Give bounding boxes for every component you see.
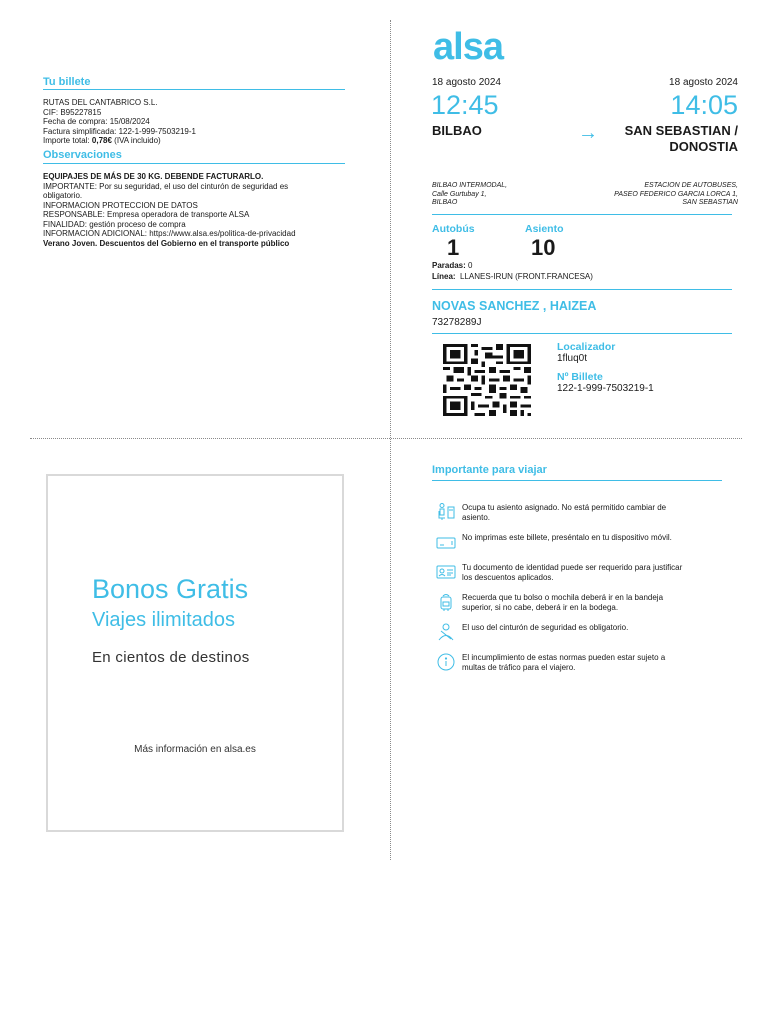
passenger-id: 73278289J: [432, 317, 482, 328]
obs-line: FINALIDAD: gestión proceso de compra: [43, 219, 186, 229]
destination-city: SAN SEBASTIAN / DONOSTIA: [624, 123, 738, 154]
line-info: Línea: LLANES-IRUN (FRONT.FRANCESA): [432, 272, 593, 281]
important-text: El incumplimiento de estas normas pueden estar sujeto a multas de tráfico para el viajero.: [462, 653, 666, 672]
locator-label: Localizador: [557, 341, 616, 353]
observations-block: [43, 172, 353, 248]
obs-line: INFORMACION PROTECCION DE DATOS: [43, 200, 198, 210]
obs-line: INFORMACION ADICIONAL: https://www.alsa.es/politica-de-privacidad: [43, 229, 296, 238]
luggage-notice: EQUIPAJES DE MÁS DE 30 KG. DEBENDE FACTURARLO.: [43, 172, 264, 181]
passenger-name: NOVAS SANCHEZ , HAIZEA: [432, 299, 597, 313]
info-icon: [436, 653, 456, 671]
purchase-date: Fecha de compra: 15/08/2024: [43, 117, 150, 126]
discount-notice: Verano Joven. Descuentos del Gobierno en el transporte público: [43, 238, 290, 248]
qr-code: [443, 344, 531, 416]
arrival-date: 18 agosto 2024: [669, 77, 738, 88]
arrival-time: 14:05: [670, 90, 738, 120]
alsa-logo: alsa: [433, 26, 503, 68]
company-cif: CIF: B95227815: [43, 107, 102, 117]
locator-value: 1fluq0t: [557, 353, 588, 364]
seat-number: 10: [531, 235, 556, 260]
important-text: Recuerda que tu bolso o mochila deberá ir en la bandeja superior, si no cabe, deberá ir en la bodega.: [462, 593, 664, 612]
id-card-icon: [436, 563, 456, 581]
observations-title: Observaciones: [43, 149, 122, 161]
destination-address: ESTACION DE AUTOBUSES, PASEO FEDERICO GARCIA LORCA 1, SAN SEBASTIAN: [614, 182, 738, 206]
vertical-fold-line: [390, 20, 391, 860]
important-text: Tu documento de identidad puede ser requerido para justificar los descuentos aplicados.: [462, 563, 683, 582]
promo-box: [46, 474, 344, 832]
departure-date: 18 agosto 2024: [432, 77, 501, 88]
observations-rule: [43, 163, 345, 164]
line-rule: [432, 289, 732, 290]
obs-line: RESPONSABLE: Empresa operadora de transporte ALSA: [43, 210, 250, 219]
route-rule: [432, 214, 732, 215]
ticket-info-block: [43, 98, 343, 146]
seatbelt-icon: [436, 623, 456, 641]
bus-label: Autobús: [432, 223, 475, 235]
important-text: El uso del cinturón de seguridad es obligatorio.: [462, 623, 629, 632]
backpack-icon: [436, 593, 456, 611]
promo-footer-link: Más información en alsa.es: [134, 744, 256, 755]
ticket-section-title: Tu billete: [43, 76, 91, 88]
obs-line: obligatorio.: [43, 191, 83, 200]
important-text: Ocupa tu asiento asignado. No está permitido cambiar de asiento.: [462, 503, 667, 522]
ticket-number-label: Nº Billete: [557, 371, 603, 383]
ticket-number-value: 122-1-999-7503219-1: [557, 383, 654, 394]
promo-subtitle: Viajes ilimitados: [92, 609, 236, 631]
departure-time: 12:45: [431, 90, 499, 120]
company-name: RUTAS DEL CANTABRICO S.L.: [43, 98, 158, 107]
obs-line: IMPORTANTE: Por su seguridad, el uso del cinturón de seguridad es: [43, 181, 289, 191]
total-value: 0,78€: [91, 136, 112, 145]
important-rule: [432, 480, 722, 481]
arrow-right-icon: →: [578, 122, 598, 144]
passenger-rule: [432, 333, 732, 334]
phone-icon: [436, 533, 456, 551]
stops-info: Paradas: 0: [432, 261, 473, 270]
seat-icon: [436, 503, 456, 521]
horizontal-fold-line: [30, 438, 742, 439]
important-text: No imprimas este billete, preséntalo en tu dispositivo móvil.: [462, 533, 672, 542]
promo-tagline: En cientos de destinos: [92, 649, 250, 666]
origin-city: BILBAO: [432, 123, 482, 138]
total-amount: Importe total: 0,78€ (IVA incluido): [43, 136, 161, 145]
invoice-number: Factura simplificada: 122-1-999-7503219-1: [43, 126, 196, 136]
seat-label: Asiento: [525, 223, 564, 235]
bus-number: 1: [447, 235, 460, 260]
ticket-title-rule: [43, 89, 345, 90]
promo-title: Bonos Gratis: [92, 574, 249, 604]
origin-address: BILBAO INTERMODAL, Calle Gurtubay 1, BILBAO: [432, 182, 508, 206]
important-title: Importante para viajar: [432, 464, 547, 476]
